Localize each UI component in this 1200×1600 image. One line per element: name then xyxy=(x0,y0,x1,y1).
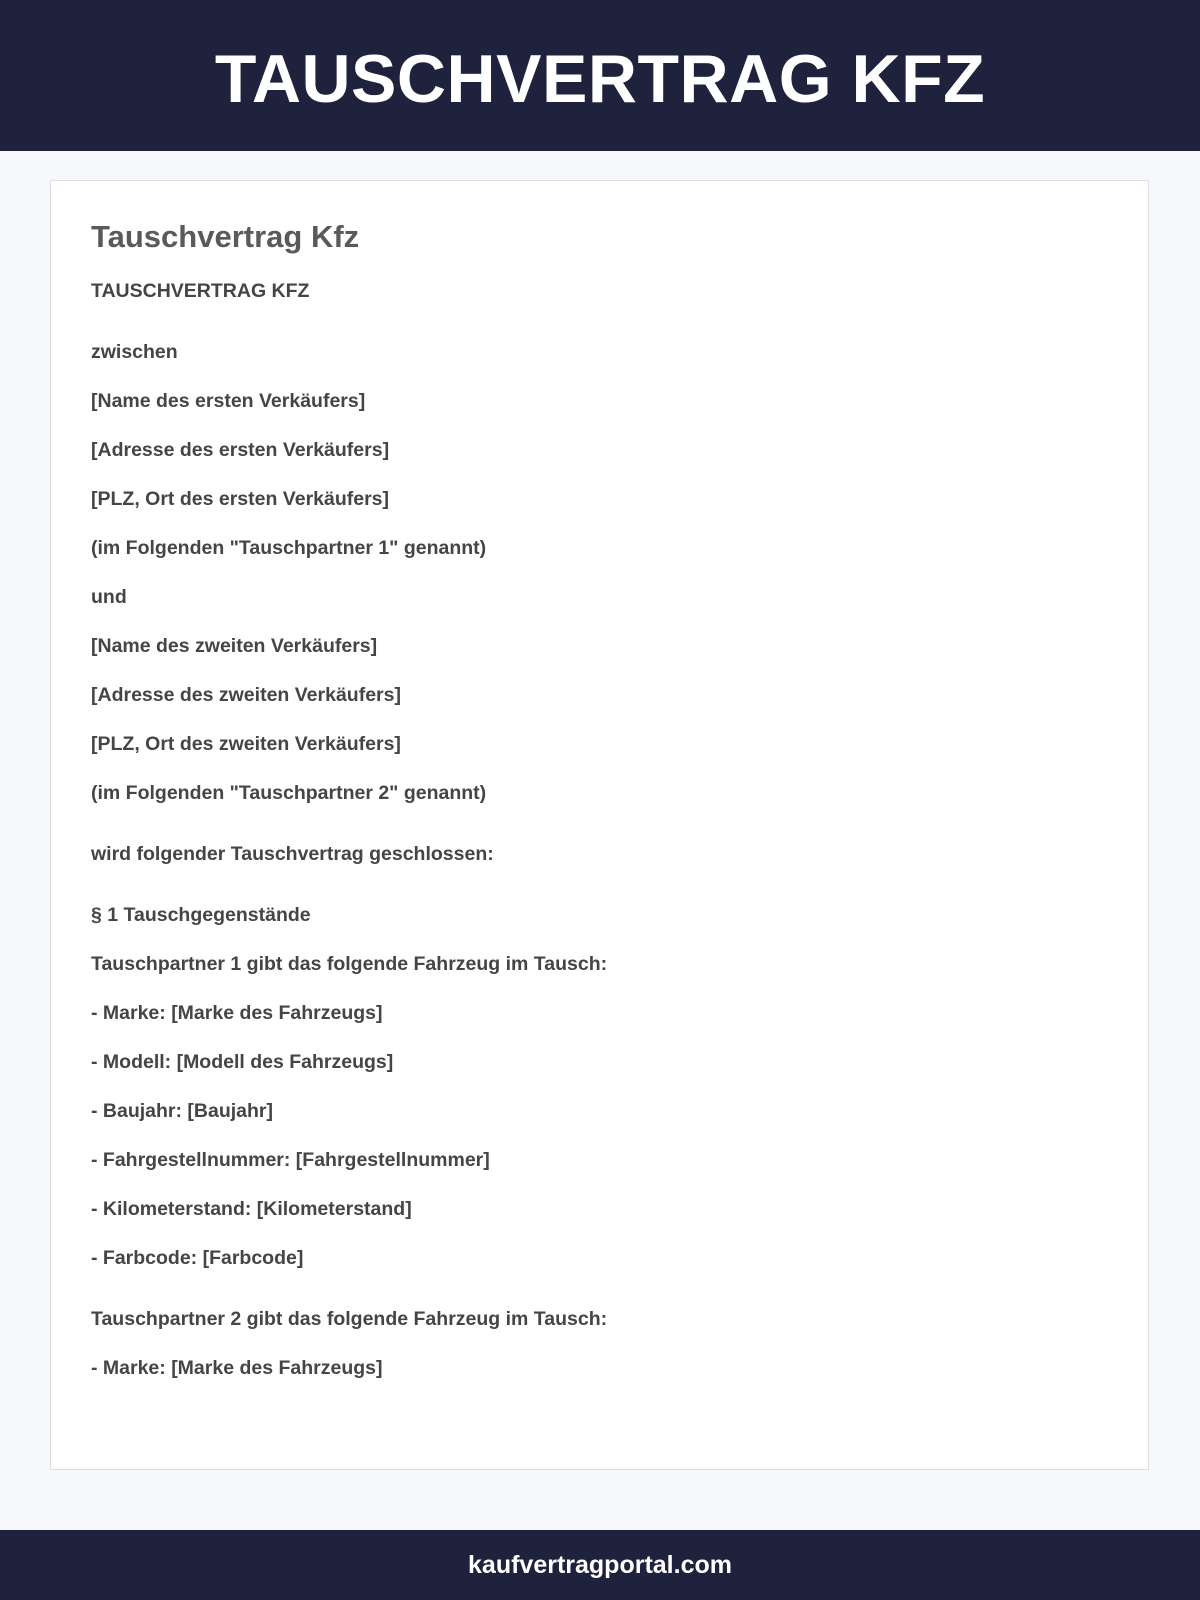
text-line: [PLZ, Ort des zweiten Verkäufers] xyxy=(91,733,401,755)
list-item: - Farbcode: [Farbcode] xyxy=(91,1247,304,1269)
text-line: [Adresse des ersten Verkäufers] xyxy=(91,439,390,461)
text-line: [Adresse des zweiten Verkäufers] xyxy=(91,684,401,706)
text-line: und xyxy=(91,586,127,608)
text-line: [PLZ, Ort des ersten Verkäufers] xyxy=(91,488,390,510)
text-line: wird folgender Tauschvertrag geschlossen: xyxy=(91,843,494,865)
section-heading: § 1 Tauschgegenstände xyxy=(91,904,311,926)
page-footer xyxy=(0,1530,1200,1600)
list-item: - Kilometerstand: [Kilometerstand] xyxy=(91,1198,412,1220)
text-line: Tauschpartner 2 gibt das folgende Fahrzeug im Tausch: xyxy=(91,1308,608,1330)
text-line: zwischen xyxy=(91,341,178,363)
list-item: - Modell: [Modell des Fahrzeugs] xyxy=(91,1051,394,1073)
list-item: - Baujahr: [Baujahr] xyxy=(91,1100,274,1122)
text-line: [Name des ersten Verkäufers] xyxy=(91,390,366,412)
footer-site-link[interactable]: kaufvertragportal.com xyxy=(468,1550,732,1579)
text-line: (im Folgenden "Tauschpartner 2" genannt) xyxy=(91,782,487,804)
list-item: - Marke: [Marke des Fahrzeugs] xyxy=(91,1002,383,1024)
list-item: - Fahrgestellnummer: [Fahrgestellnummer] xyxy=(91,1149,490,1171)
text-line: Tauschpartner 1 gibt das folgende Fahrzeug im Tausch: xyxy=(91,953,608,975)
document-title: Tauschvertrag Kfz xyxy=(91,219,360,254)
page-header xyxy=(0,0,1200,151)
text-line: (im Folgenden "Tauschpartner 1" genannt) xyxy=(91,537,487,559)
document-card xyxy=(50,180,1149,1470)
header-title: TAUSCHVERTRAG KFZ xyxy=(214,40,986,117)
list-item: - Marke: [Marke des Fahrzeugs] xyxy=(91,1357,383,1379)
contract-heading: TAUSCHVERTRAG KFZ xyxy=(91,280,310,302)
text-line: [Name des zweiten Verkäufers] xyxy=(91,635,378,657)
